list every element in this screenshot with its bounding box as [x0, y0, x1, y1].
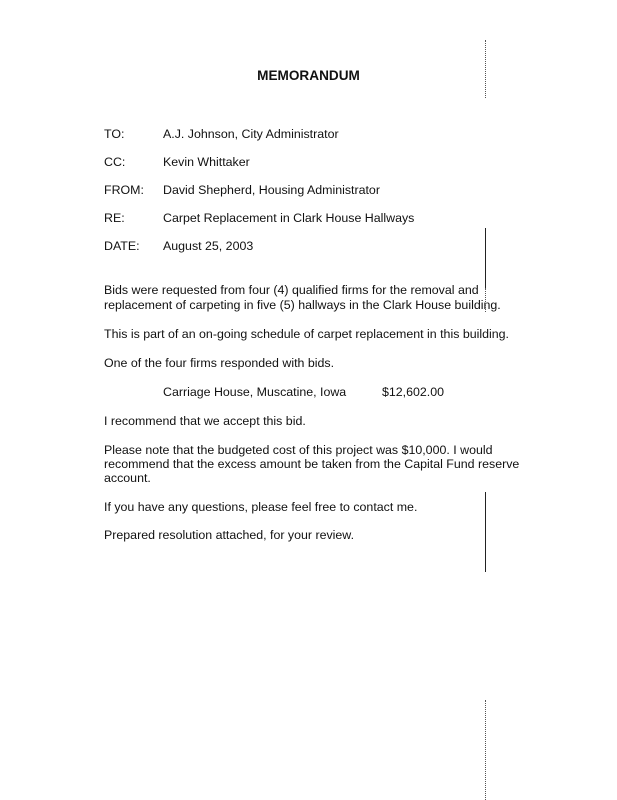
paragraph-line: Bids were requested from four (4) qualified firms for the removal and — [104, 283, 479, 297]
paragraph: Prepared resolution attached, for your review. — [104, 528, 355, 542]
re-value: Carpet Replacement in Clark House Hallways — [163, 211, 415, 225]
date-label: DATE: — [104, 239, 140, 253]
scan-margin-mark — [485, 492, 486, 572]
paragraph: This is part of an on-going schedule of carpet replacement in this building. — [104, 327, 509, 341]
memo-title: MEMORANDUM — [257, 68, 360, 83]
to-value: A.J. Johnson, City Administrator — [163, 127, 339, 141]
cc-label: CC: — [104, 155, 126, 169]
scan-margin-mark — [485, 228, 486, 288]
scan-margin-mark — [485, 288, 487, 312]
bid-amount: $12,602.00 — [382, 385, 445, 399]
paragraph: If you have any questions, please feel free to contact me. — [104, 500, 418, 514]
paragraph-line: account. — [104, 471, 151, 485]
paragraph-line: Please note that the budgeted cost of this project was $10,000. I would — [104, 443, 493, 457]
date-value: August 25, 2003 — [163, 239, 254, 253]
paragraph-line: recommend that the excess amount be taken from the Capital Fund reserve — [104, 457, 520, 471]
scan-margin-mark — [485, 700, 487, 800]
from-value: David Shepherd, Housing Administrator — [163, 183, 380, 197]
to-label: TO: — [104, 127, 125, 141]
paragraph-line: replacement of carpeting in five (5) hallways in the Clark House building. — [104, 298, 501, 312]
paragraph: One of the four firms responded with bids. — [104, 356, 335, 370]
re-label: RE: — [104, 211, 125, 225]
cc-value: Kevin Whittaker — [163, 155, 250, 169]
bid-firm: Carriage House, Muscatine, Iowa — [163, 385, 347, 399]
paragraph: I recommend that we accept this bid. — [104, 414, 306, 428]
from-label: FROM: — [104, 183, 144, 197]
scan-margin-mark — [485, 40, 487, 98]
